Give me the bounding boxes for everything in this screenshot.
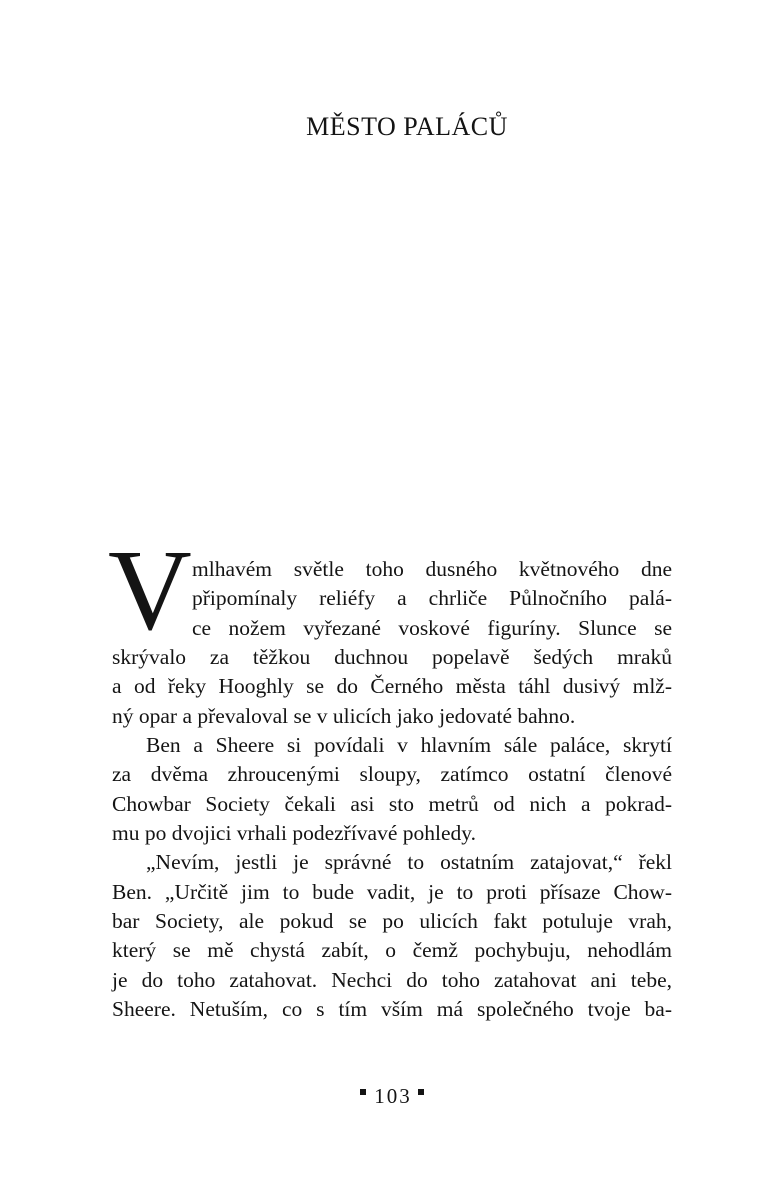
text-line: je do toho zatahovat. Nechci do toho zatahovat ani tebe, [112, 967, 672, 992]
text-line: ný opar a převaloval se v ulicích jako jedovaté bahno. [112, 703, 576, 728]
text-line: mlhavém světle toho dusného květnového dne [192, 557, 672, 581]
text-line: který se mě chystá zabít, o čemž pochybuju, nehodlám [112, 938, 672, 963]
text-line: ce nožem vyřezané voskové figuríny. Slunce se [192, 615, 672, 640]
page-footer [112, 1085, 672, 1107]
text-line: „Nevím, jestli je správné to ostatním zatajovat,“ řekl [146, 850, 672, 875]
text-line: Sheere. Netuším, co s tím vším má společného tvoje ba- [112, 997, 672, 1022]
page-number: 103 [374, 1084, 412, 1108]
text-line: za dvěma zhroucenými sloupy, zatímco ostatní členové [112, 762, 672, 787]
text-line: připomínaly reliéfy a chrliče Půlnočního palá- [192, 586, 672, 611]
text-line: skrývalo za těžkou duchnou popelavě šedých mraků [112, 645, 672, 670]
body-text [108, 527, 672, 1025]
text-line: mu po dvojici vrhali podezřívavé pohledy. [112, 821, 477, 846]
square-ornament-left-icon [360, 1089, 366, 1095]
text-line: Ben a Sheere si povídali v hlavním sále paláce, skrytí [146, 733, 672, 758]
text-line: Ben. „Určitě jim to bude vadit, je to proti přísaze Chow- [112, 879, 672, 904]
text-line: a od řeky Hooghly se do Černého města táhl dusivý mlž- [112, 674, 672, 699]
chapter-title: MĚSTO PALÁCŮ [306, 112, 508, 141]
text-line: Chowbar Society čekali asi sto metrů od nich a pokrad- [112, 791, 672, 816]
text-line: bar Society, ale pokud se po ulicích fakt potuluje vrah, [112, 909, 672, 934]
square-ornament-right-icon [418, 1089, 424, 1095]
drop-cap: V [108, 527, 192, 655]
